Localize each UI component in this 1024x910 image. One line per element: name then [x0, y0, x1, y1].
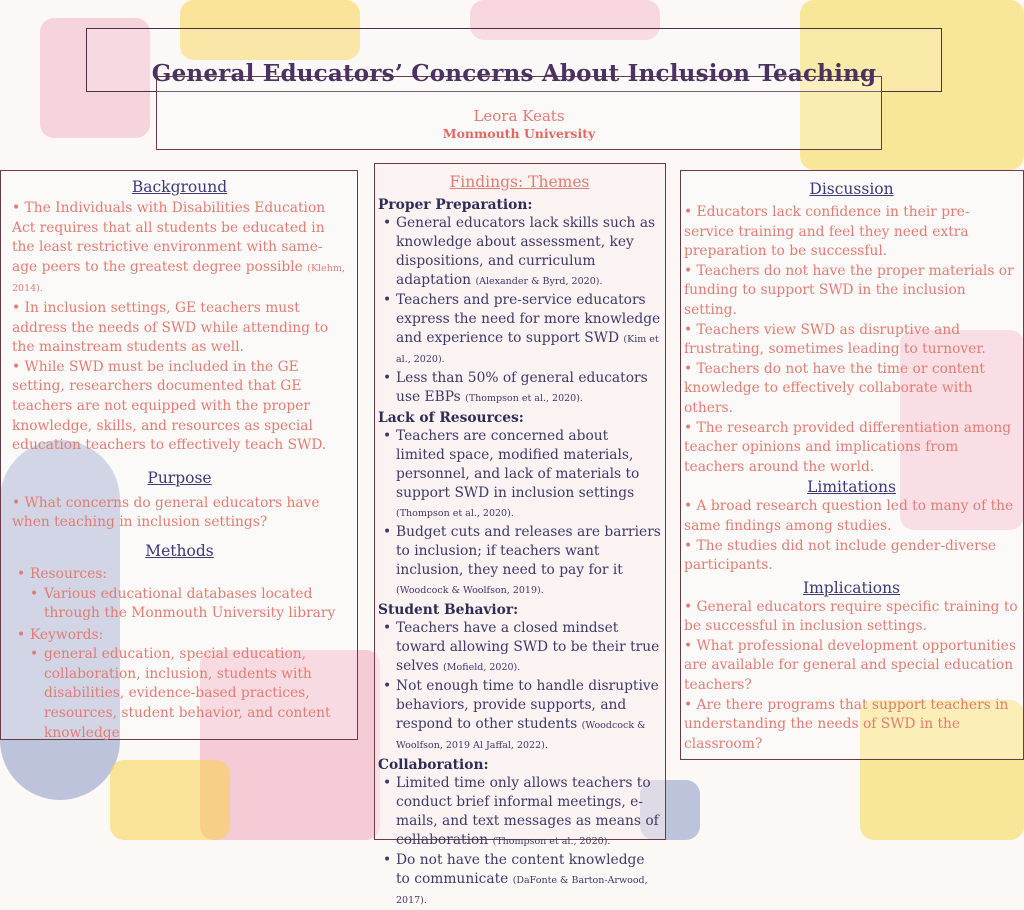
proper-prep-text-3: Less than 50% of general educators use EBPs [396, 370, 648, 405]
limitations-bullet-1: • A broad research question led to many of the same findings among studies. [684, 498, 1014, 534]
background-bullet-2: • In inclusion settings, GE teachers must address the needs of SWD while attending to the mainstream students as well. [12, 299, 329, 356]
collab-item-2 [378, 851, 661, 910]
proper-prep-cite-1: (Alexander & Byrd, 2020). [475, 276, 603, 287]
methods-keywords-item: • general education, special education, collaboration, inclusion, students with disabilities, evidence-based practices, resources, student behavior, and content knowledge [12, 645, 347, 743]
implications-bullet-1: • General educators require specific training to be successful in inclusion settings. [684, 598, 1018, 635]
methods-keywords-label: • Keywords: [12, 626, 347, 646]
discussion-bullet-1: • Educators lack confidence in their pre-service training and feel they need extra preparation to be successful. [684, 204, 970, 260]
discussion-bullet-4: • Teachers do not have the time or content knowledge to effectively collaborate with others. [684, 360, 985, 416]
left-panel [0, 170, 358, 740]
collaboration-label: Collaboration: [378, 757, 489, 773]
student-behavior-label: Student Behavior: [378, 602, 519, 618]
right-panel [680, 170, 1024, 760]
proper-prep-cite-3: (Thompson et al., 2020). [465, 393, 583, 404]
proper-prep-text-2: Teachers and pre-service educators express the need for more knowledge and experience to support SWD [396, 292, 661, 346]
proper-prep-item-2 [378, 291, 661, 369]
limitations-heading: Limitations [807, 478, 896, 497]
implications-heading: Implications [802, 578, 901, 597]
background-bullet-3: • While SWD must be included in the GE setting, researchers documented that GE teachers are not equipped with the proper knowledge, skills, and resources as special education teachers to effectively teach SWD. [12, 358, 327, 454]
behavior-item-1 [378, 619, 661, 677]
background-text [12, 199, 347, 299]
discussion-heading: Discussion [809, 180, 894, 198]
resources-cite-2: (Woodcock & Woolfson, 2019). [396, 585, 544, 596]
behavior-cite-1: (Mofield, 2020). [443, 662, 521, 673]
collab-text-2: Do not have the content knowledge to communicate [396, 852, 645, 887]
background-heading: Background [131, 178, 228, 196]
behavior-text-2: Not enough time to handle disruptive behaviors, provide supports, and respond to other students [396, 678, 659, 732]
proper-prep-item-3 [378, 369, 661, 408]
behavior-item-2 [378, 677, 661, 755]
proper-prep-text-1: General educators lack skills such as knowledge about assessment, key dispositions, and curriculum adaptation [396, 215, 656, 288]
methods-heading: Methods [145, 541, 214, 560]
implications-bullet-2: • What professional development opportunities are available for general and special education teachers? [684, 637, 1016, 694]
bg-blob-yellow-bottom [110, 760, 230, 840]
methods-resources-item: • Various educational databases located through the Monmouth University library [12, 585, 347, 624]
resources-cite-1: (Thompson et al., 2020). [396, 508, 514, 519]
collab-cite-1: (Thompson et al., 2020). [492, 836, 611, 847]
proper-preparation-label: Proper Preparation: [378, 197, 533, 213]
resources-item-2 [378, 523, 661, 600]
implications-bullet-3: • Are there programs that support teachers in understanding the needs of SWD in the classroom? [684, 696, 1009, 752]
discussion-bullet-2: • Teachers do not have the proper materials or funding to support SWD in the inclusion setting. [684, 262, 1014, 318]
author-name: Leora Keats [473, 107, 565, 125]
resources-item-1 [378, 427, 661, 523]
background-bullet-1: • The Individuals with Disabilities Education Act requires that all students be educated in the least restrictive environment with same-age peers to the greatest degree possible [12, 200, 326, 275]
collab-item-1 [378, 774, 661, 851]
methods-resources-label: • Resources: [12, 565, 347, 585]
background-cite-1: (Klehm, 2014). [12, 262, 345, 295]
behavior-cite-2: (Woodcock & Woolfson, 2019 Al Jaffal, 2022). [396, 720, 646, 751]
proper-prep-cite-2: (Kim et al., 2020). [396, 334, 659, 365]
proper-prep-item-1 [378, 214, 661, 291]
purpose-bullet-1: • What concerns do general educators have when teaching in inclusion settings? [12, 494, 320, 531]
discussion-bullet-3: • Teachers view SWD as disruptive and frustrating, sometimes leading to turnover. [684, 321, 986, 358]
author-affiliation: Monmouth University [442, 126, 596, 141]
collab-text-1: Limited time only allows teachers to conduct brief informal meetings, e-mails, and text messages as means of collaboration [396, 775, 659, 848]
collab-cite-2: (DaFonte & Barton-Arwood, 2017). [396, 875, 648, 906]
discussion-bullet-5: • The research provided differentiation among teacher opinions and implications from teachers around the world. [684, 419, 1012, 475]
lack-of-resources-label: Lack of Resources: [378, 410, 524, 426]
middle-panel [374, 163, 666, 906]
behavior-text-1: Teachers have a closed mindset toward allowing SWD to be their true selves [396, 620, 660, 674]
resources-text-2: Budget cuts and releases are barriers to inclusion; if teachers want inclusion, they need to pay for it [396, 524, 661, 578]
limitations-bullet-2: • The studies did not include gender-diverse participants. [684, 537, 997, 574]
findings-heading: Findings: Themes [449, 173, 590, 191]
purpose-heading: Purpose [147, 468, 212, 487]
resources-text-1: Teachers are concerned about limited space, modified materials, personnel, and lack of materials to support SWD in inclusion settings [396, 428, 640, 501]
poster-title: General Educators’ Concerns About Inclusion Teaching [151, 60, 877, 87]
